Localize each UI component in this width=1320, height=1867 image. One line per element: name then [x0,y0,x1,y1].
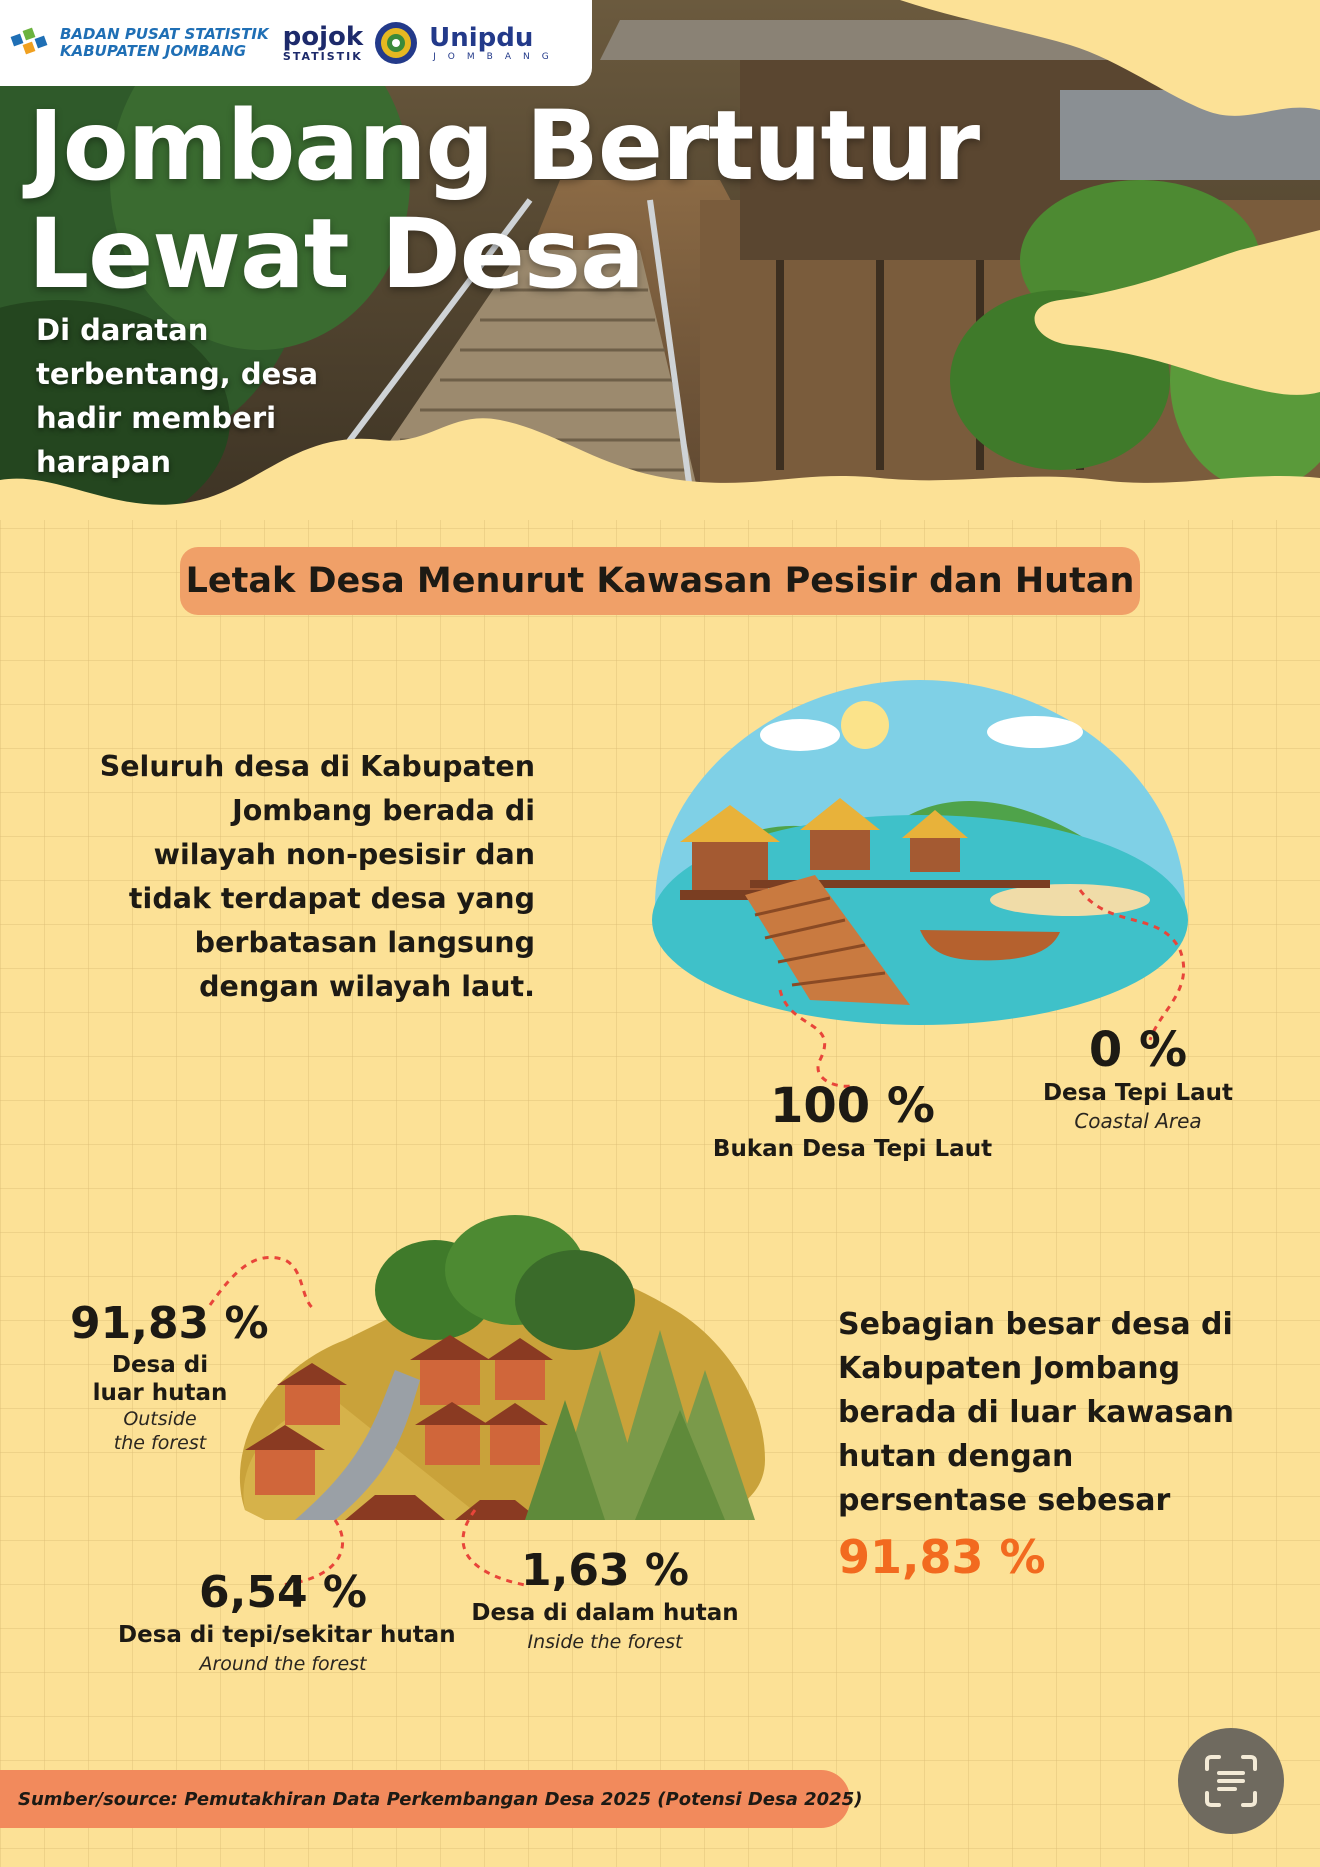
unipdu-emblem-icon [373,20,419,66]
stat-label: Desa di [111,1352,209,1378]
stat-label: Desa di dalam hutan [471,1600,739,1626]
stat-non-coastal [700,1078,1005,1164]
stat-inside-forest [465,1544,745,1656]
coastal-line: wilayah non-pesisir dan [153,838,535,871]
coastal-line: berbatasan langsung [194,926,535,959]
stat-label: luar hutan [92,1380,228,1406]
bps-line-2: KABUPATEN JOMBANG [60,42,247,60]
pojok-logo-main: pojok [282,21,364,52]
bps-line-1: BADAN PUSAT STATISTIK [60,25,269,43]
coastal-line: dengan wilayah laut. [199,970,535,1003]
bps-logo-icon [10,25,50,61]
pojok-statistik-logo [282,21,364,63]
stat-coastal [1040,1022,1236,1134]
hero-subtitle [36,308,336,484]
logo-bar [0,0,592,86]
stat-label-en: Around the forest [199,1653,367,1675]
subtitle-line: Di daratan [36,313,209,347]
coastal-line: tidak terdapat desa yang [128,882,535,915]
subtitle-line: harapan [36,445,172,479]
stat-value: 6,54 % [199,1567,367,1618]
stat-label-en: Coastal Area [1074,1109,1202,1133]
stat-label-en: Outside [123,1408,197,1430]
forest-line: Kabupaten Jombang [838,1351,1181,1386]
stat-value: 100 % [770,1078,935,1134]
stat-label-en: the forest [113,1432,207,1454]
forest-line: persentase sebesar [838,1483,1171,1518]
subtitle-line: terbentang, desa [36,357,319,391]
unipdu-logo-sub: JOMBANG [433,52,561,62]
unipdu-logo-main: Unipdu [429,23,534,53]
coastal-line: Jombang berada di [232,794,535,827]
forest-line: berada di luar kawasan [838,1395,1234,1430]
stat-value: 1,63 % [521,1545,689,1596]
scan-button[interactable] [1178,1728,1284,1834]
page-title [28,92,1128,308]
stat-around-forest [118,1566,456,1678]
title-line-2: Lewat Desa [28,198,644,310]
coastal-description [60,745,535,1009]
pojok-logo-sub: STATISTIK [282,49,363,63]
coastal-line: Seluruh desa di Kabupaten [99,750,535,783]
stat-label: Bukan Desa Tepi Laut [712,1136,993,1162]
stat-outside-forest [70,1297,269,1455]
source-note: Sumber/source: Pemutakhiran Data Perkembangan Desa 2025 (Potensi Desa 2025) [0,1770,850,1828]
stat-label: Desa Tepi Laut [1042,1080,1234,1106]
stat-value: 0 % [1088,1022,1188,1078]
stat-label: Desa di tepi/sekitar hutan [118,1622,456,1648]
forest-village-illustration [205,1200,785,1600]
forest-highlight-value: 91,83 % [838,1530,1046,1584]
bps-logo-text [60,26,269,60]
scan-text-icon [1201,1751,1261,1811]
stat-value: 91,83 % [70,1298,269,1349]
title-line-1: Jombang Bertutur [28,90,980,202]
unipdu-logo [429,24,561,62]
stat-label-en: Inside the forest [527,1631,683,1653]
forest-line: Sebagian besar desa di [838,1307,1233,1342]
section-title: Letak Desa Menurut Kawasan Pesisir dan Hutan [180,547,1140,615]
forest-line: hutan dengan [838,1439,1074,1474]
subtitle-line: hadir memberi [36,401,277,435]
forest-description [838,1303,1278,1523]
